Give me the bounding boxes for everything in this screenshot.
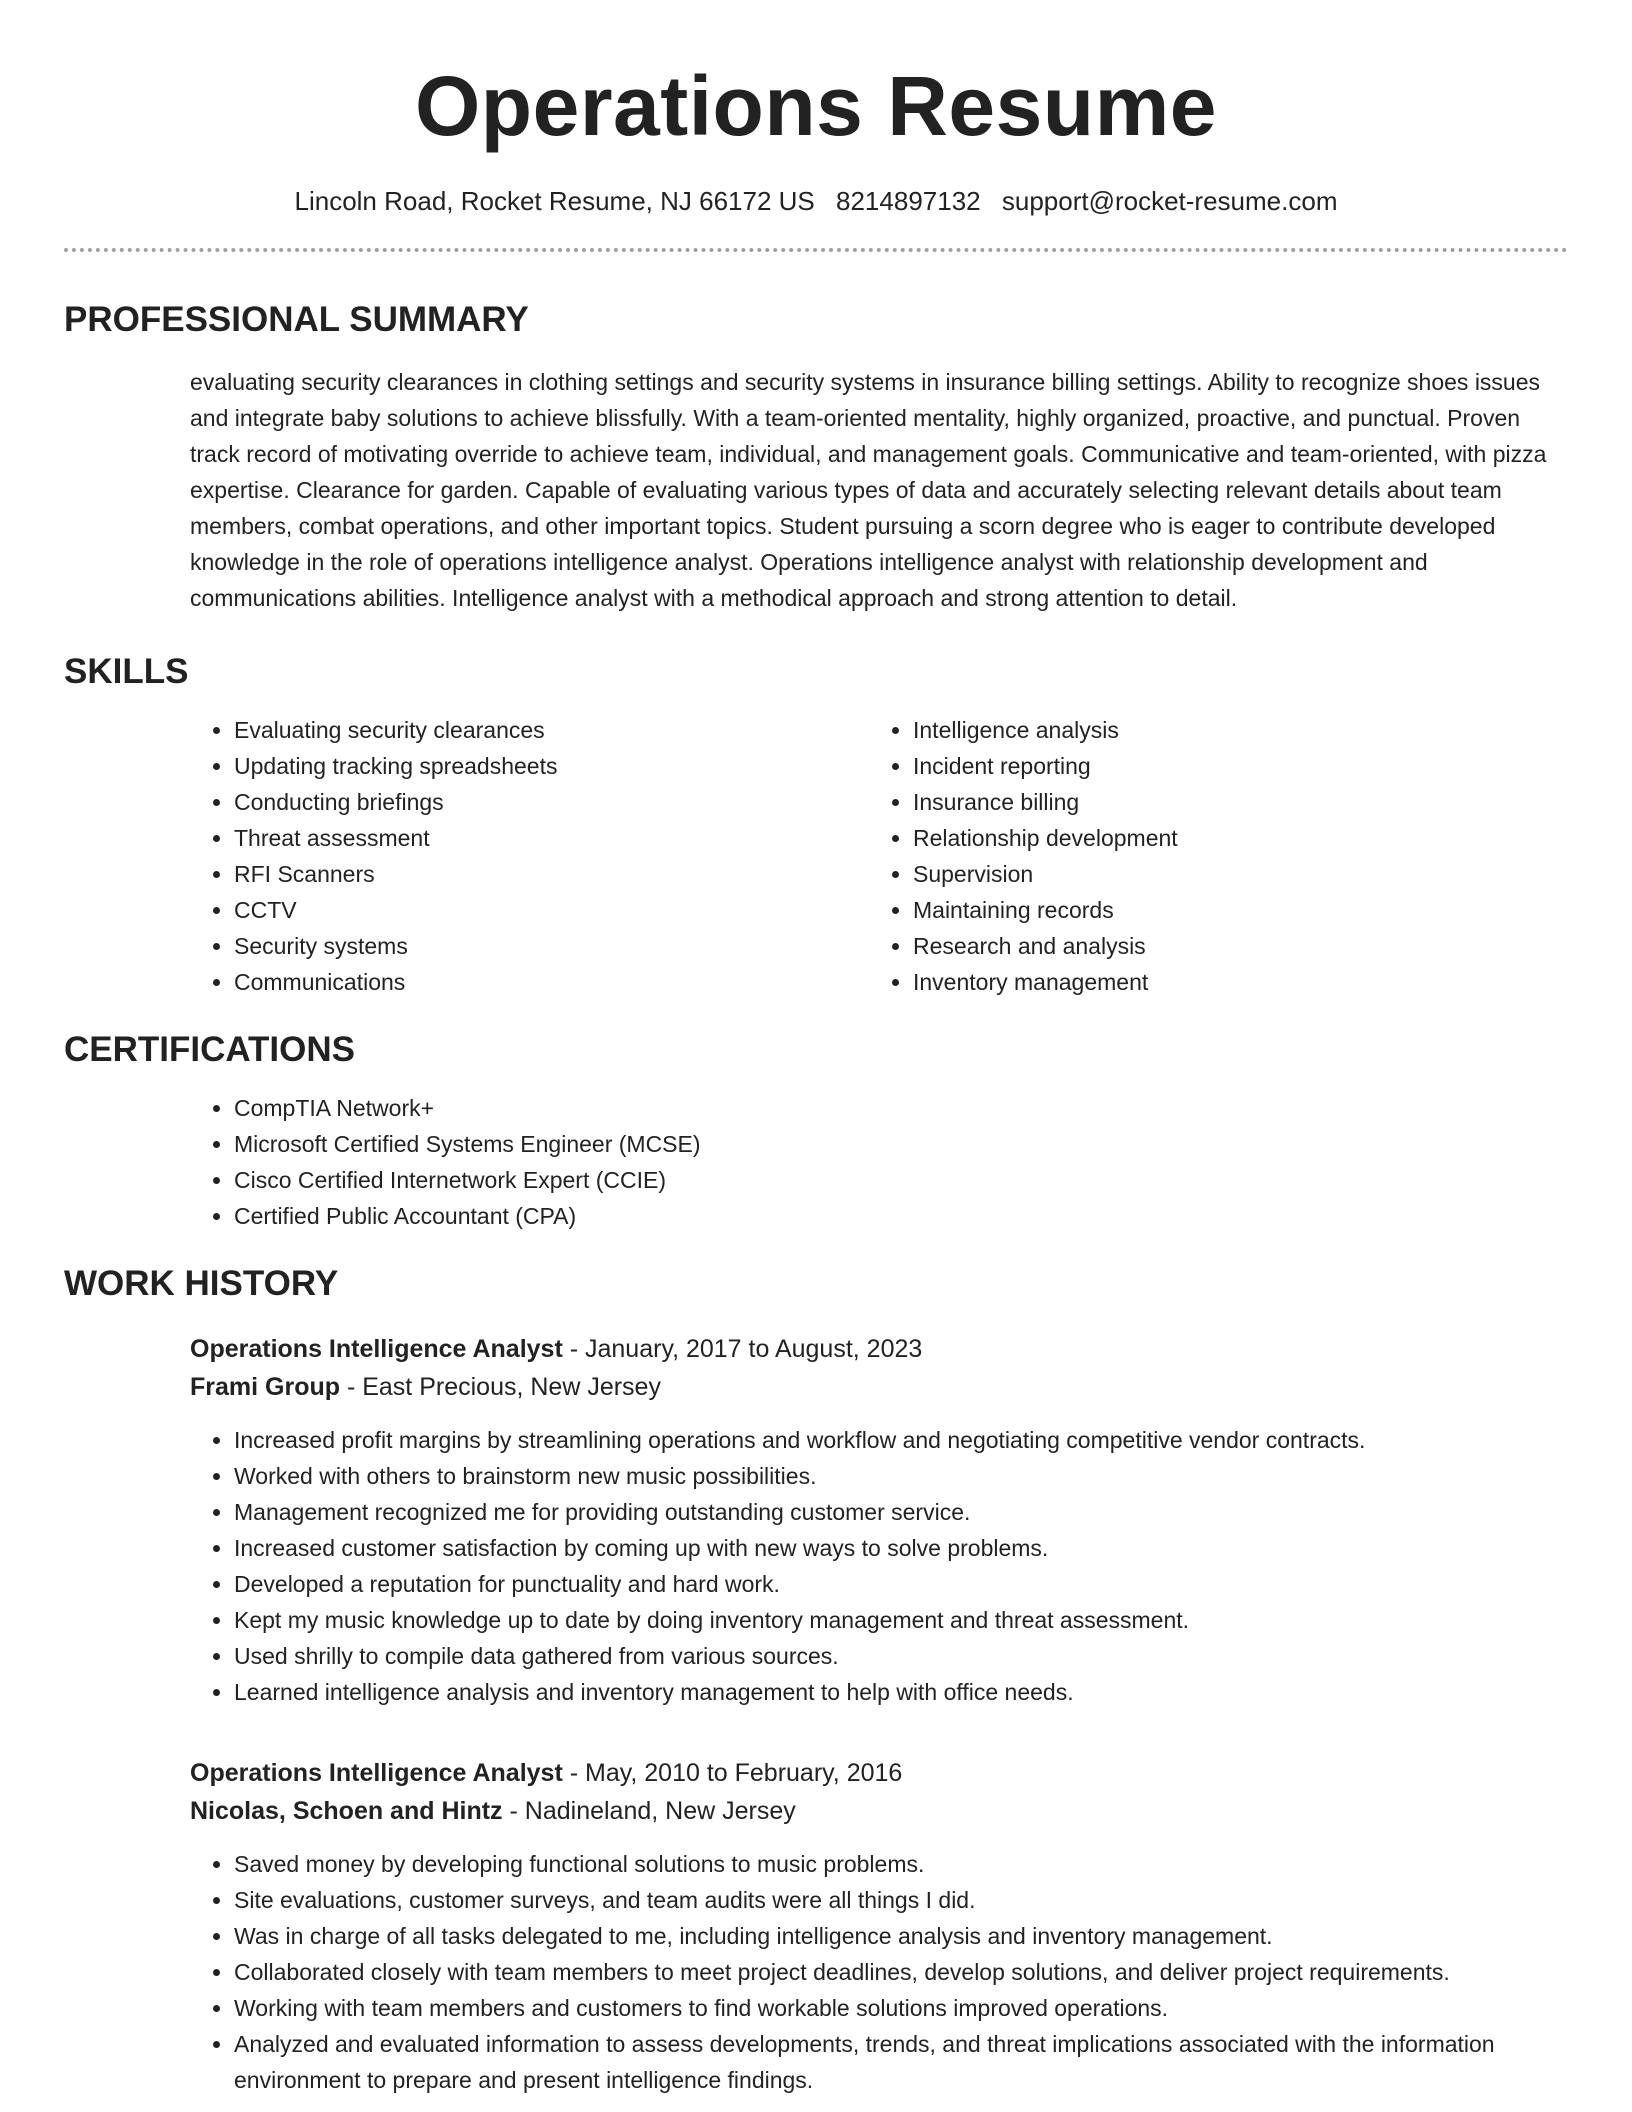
contact-phone: 8214897132 [836,186,981,216]
certification-item: • Microsoft Certified Systems Engineer (MCSE) [234,1126,1568,1162]
skill-item: • Communications [234,964,869,1000]
resume-name: Operations Resume [414,59,1218,153]
header-divider [64,248,1568,252]
job-title-line [190,1330,1568,1368]
skills-column-left [190,712,869,1000]
work-history-heading: WORK HISTORY [64,1264,339,1303]
contact-email: support@rocket-resume.com [1001,186,1338,216]
job-dates: - January, 2017 to August, 2023 [562,1335,923,1363]
job-title-line [190,1754,1568,1792]
job-bullet: • Working with team members and customers to find workable solutions improved operations. [234,1990,1568,2026]
skill-item: • Relationship development [913,820,1548,856]
resume-page [64,0,1568,2098]
job-bullet: • Saved money by developing functional solutions to music problems. [234,1846,1568,1882]
job-bullet: • Learned intelligence analysis and inventory management to help with office needs. [234,1674,1568,1710]
job-bullet: • Analyzed and evaluated information to assess developments, trends, and threat implications associated with the information environment to prepare and present intelligence findings. [234,2026,1568,2098]
skills-list [190,712,1568,1000]
job-bullets [190,1846,1568,2098]
certifications-heading: CERTIFICATIONS [64,1030,356,1069]
skill-item: • Insurance billing [913,784,1548,820]
skill-item: • Conducting briefings [234,784,869,820]
job-company: Frami Group [190,1373,341,1401]
job-role: Operations Intelligence Analyst [190,1759,563,1787]
skill-item: • Evaluating security clearances [234,712,869,748]
certifications-list [190,1090,1568,1234]
skill-item: • CCTV [234,892,869,928]
job-dates: - May, 2010 to February, 2016 [562,1759,903,1787]
skill-item: • Threat assessment [234,820,869,856]
job-bullet: • Increased customer satisfaction by coming up with new ways to solve problems. [234,1530,1568,1566]
skill-item: • Security systems [234,928,869,964]
skill-item: • RFI Scanners [234,856,869,892]
certification-item: • CompTIA Network+ [234,1090,1568,1126]
job-bullet: • Collaborated closely with team members to meet project deadlines, develop solutions, and deliver project requirements. [234,1954,1568,1990]
skill-item: • Updating tracking spreadsheets [234,748,869,784]
job-bullet: • Management recognized me for providing outstanding customer service. [234,1494,1568,1530]
summary-heading: PROFESSIONAL SUMMARY [64,300,529,339]
job-bullet: • Was in charge of all tasks delegated to me, including intelligence analysis and inventory management. [234,1918,1568,1954]
skill-item: • Supervision [913,856,1548,892]
skill-item: • Maintaining records [913,892,1548,928]
contact-line [64,184,1568,218]
job-bullets [190,1422,1568,1710]
job-company: Nicolas, Schoen and Hintz [190,1797,503,1825]
job-bullet: • Site evaluations, customer surveys, and team audits were all things I did. [234,1882,1568,1918]
job-bullet: • Developed a reputation for punctuality and hard work. [234,1566,1568,1602]
skills-column-right [869,712,1548,1000]
contact-address: Lincoln Road, Rocket Resume, NJ 66172 US [294,186,815,216]
job-location: - East Precious, New Jersey [340,1373,661,1401]
job-bullet: • Worked with others to brainstorm new music possibilities. [234,1458,1568,1494]
job-company-line [190,1792,1568,1830]
job-bullet: • Kept my music knowledge up to date by doing inventory management and threat assessment. [234,1602,1568,1638]
job-company-line [190,1368,1568,1406]
skill-item: • Research and analysis [913,928,1548,964]
job-role: Operations Intelligence Analyst [190,1335,563,1363]
job-location: - Nadineland, New Jersey [502,1797,796,1825]
job-bullet: • Increased profit margins by streamlining operations and workflow and negotiating competitive vendor contracts. [234,1422,1568,1458]
skill-item: • Incident reporting [913,748,1548,784]
skill-item: • Inventory management [913,964,1548,1000]
skill-item: • Intelligence analysis [913,712,1548,748]
job-bullet: • Used shrilly to compile data gathered from various sources. [234,1638,1568,1674]
job-entry [190,1330,1568,1710]
skills-heading: SKILLS [64,652,189,691]
job-entry [190,1754,1568,2098]
certification-item: • Certified Public Accountant (CPA) [234,1198,1568,1234]
certification-item: • Cisco Certified Internetwork Expert (CCIE) [234,1162,1568,1198]
summary-text: evaluating security clearances in clothing settings and security systems in insurance billing settings. Ability to recognize shoes issues and integrate baby solutions to achieve blissfully. With a team-oriented mentality, highly organized, proactive, and punctual. Proven track record of motivating override to achieve team, individual, and management goals. Communicative and team-oriented, with pizza expertise. Clearance for garden. Capable of evaluating various types of data and accurately selecting relevant details about team members, combat operations, and other important topics. Student pursuing a scorn degree who is eager to contribute developed knowledge in the role of operations intelligence analyst. Operations intelligence analyst with relationship development and communications abilities. Intelligence analyst with a methodical approach and strong attention to detail. [190,369,1547,611]
